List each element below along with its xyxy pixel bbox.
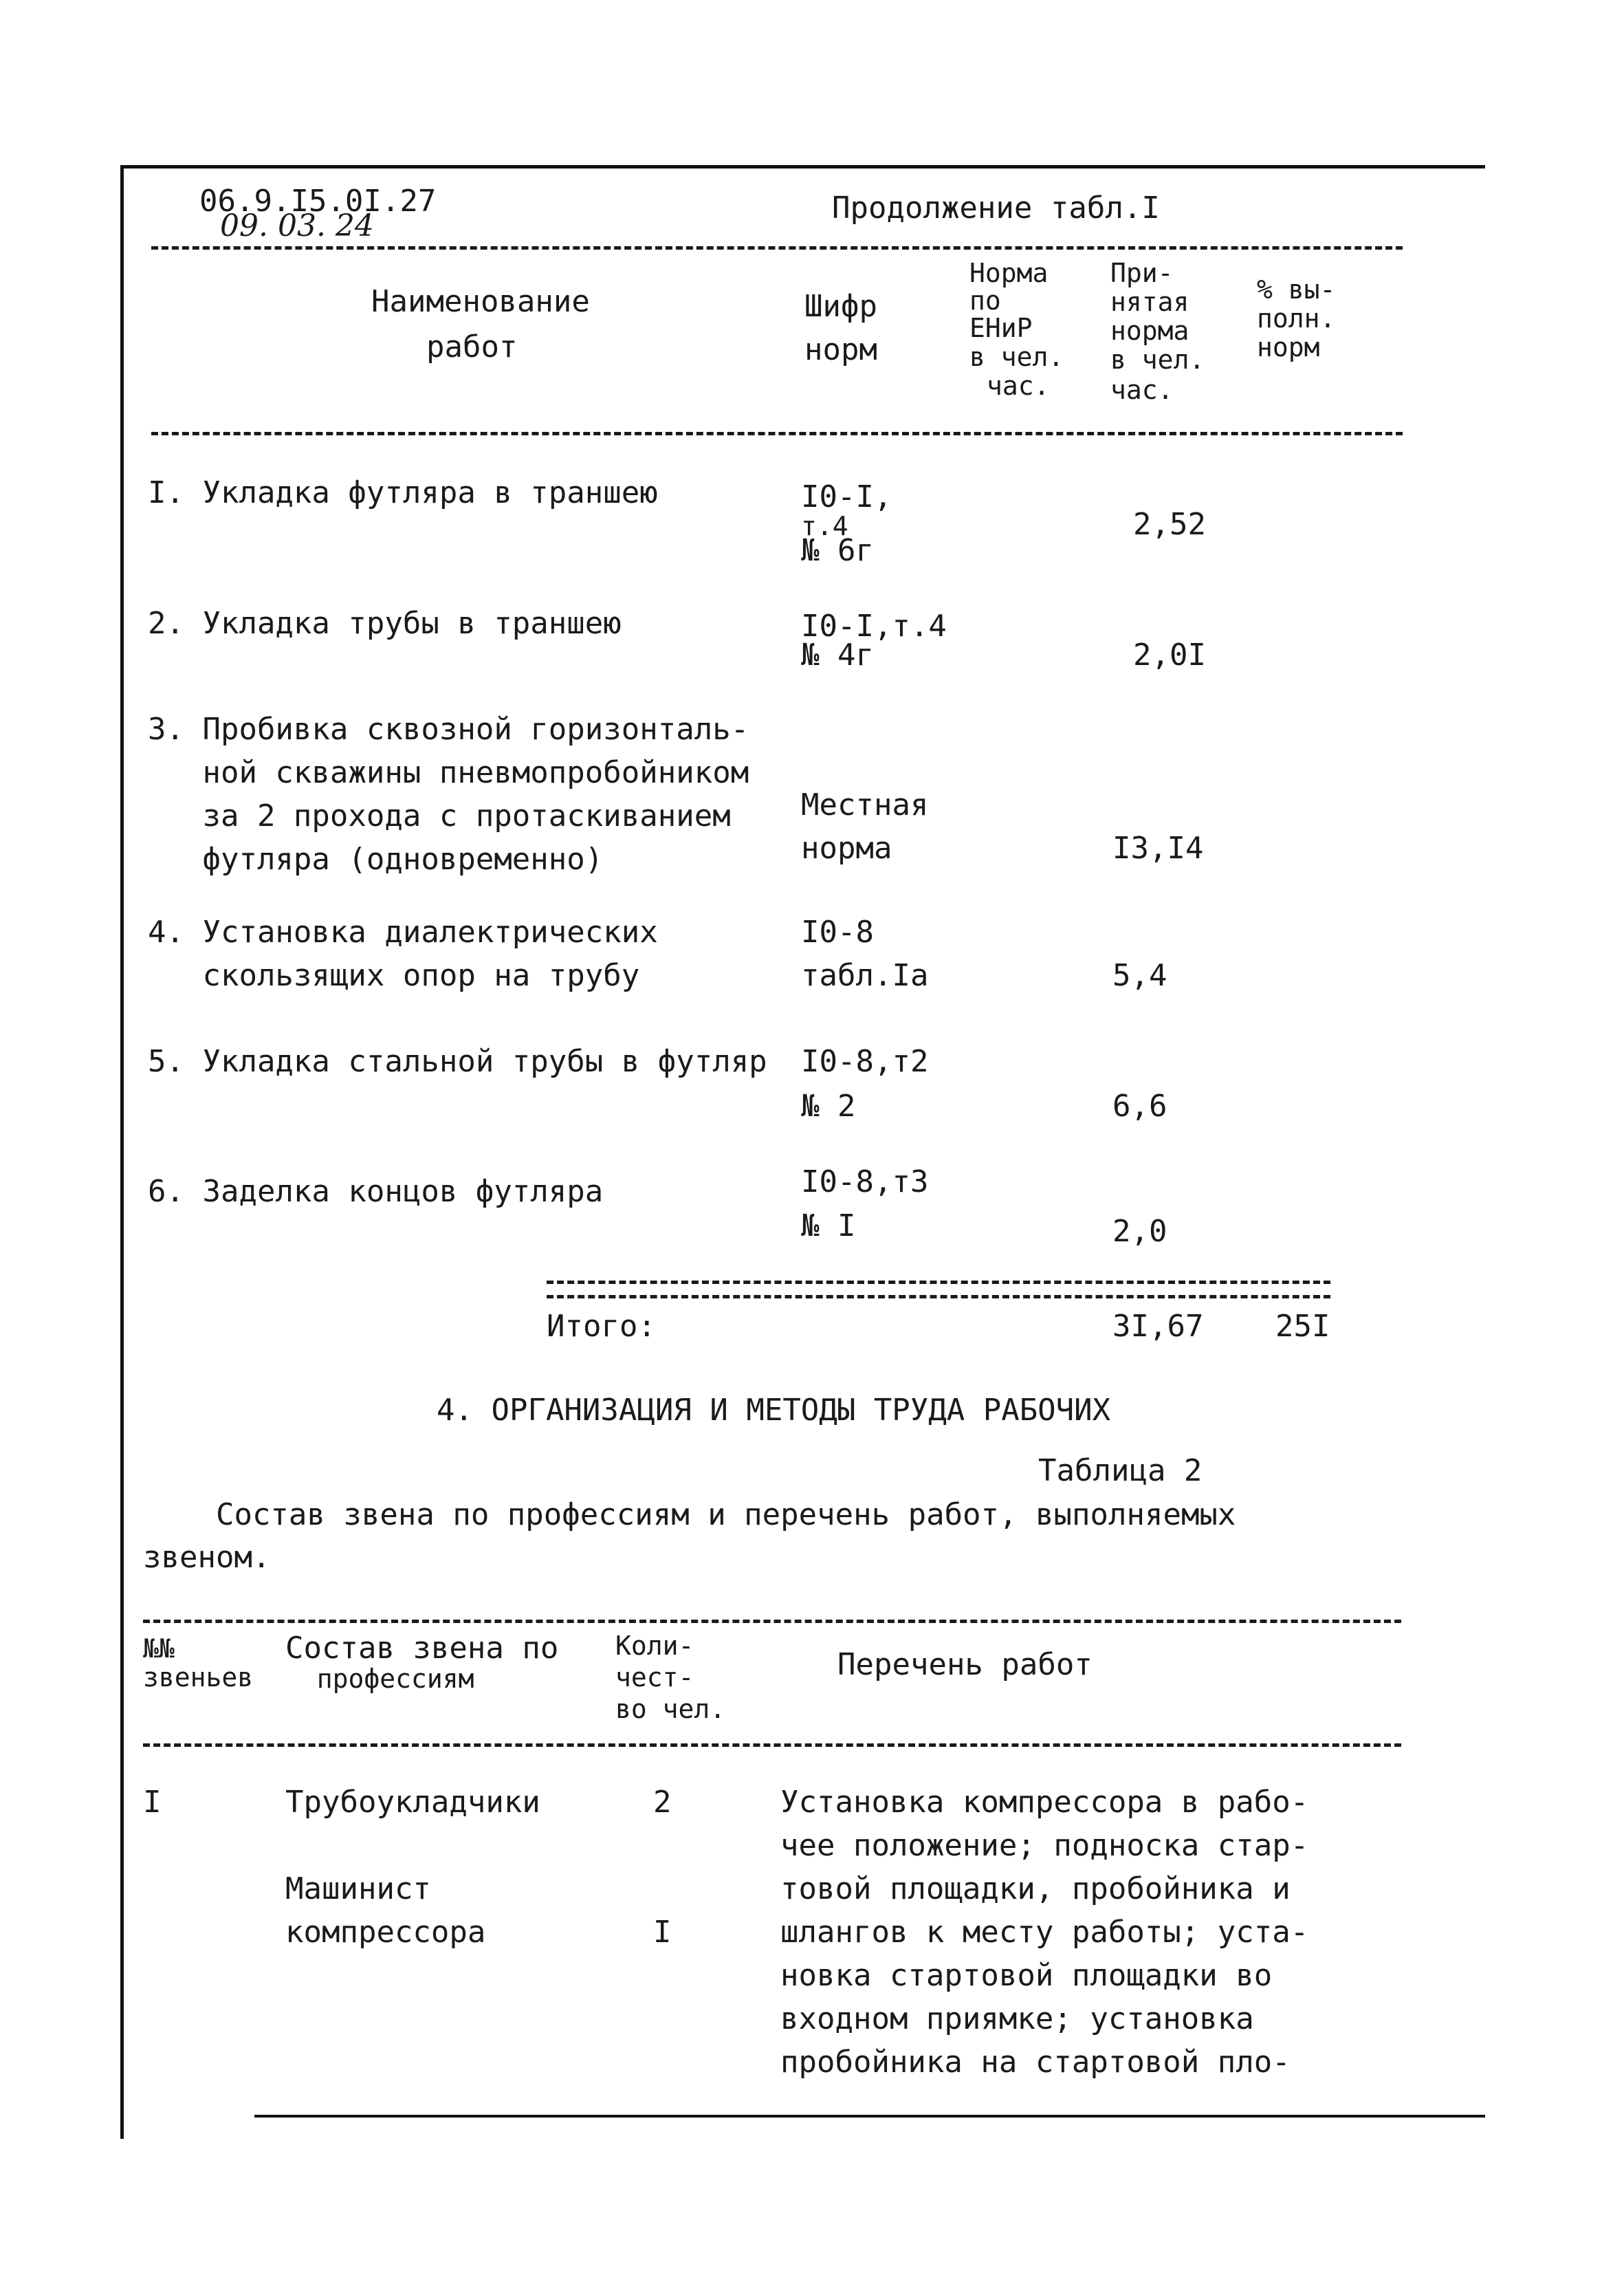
t2-works-5: новка стартовой площадки во: [780, 1958, 1273, 1993]
total-percent: 25I: [1275, 1309, 1330, 1344]
t2-header-count-1: Коли-: [615, 1631, 694, 1661]
t2-composition-4: компрессора: [285, 1915, 486, 1950]
t2-header-count-2: чест-: [615, 1662, 694, 1692]
bottom-border-rule: [254, 2115, 1485, 2118]
t2-row-num: I: [143, 1785, 162, 1820]
row6-code-1: I0-8,т3: [801, 1164, 929, 1199]
row1-code-1: I0-I,: [801, 479, 892, 514]
header-norm-4: в чел.: [969, 342, 1064, 372]
row2-code-1: I0-I,т.4: [801, 609, 947, 644]
row3-name-2: ной скважины пневмопробойником: [148, 755, 749, 790]
t2-count-4: I: [653, 1915, 672, 1950]
t2-works-6: входном приямке; установка: [780, 2001, 1254, 2036]
header-accepted-5: час.: [1110, 375, 1174, 405]
document-code: 06.9.I5.0I.27: [199, 184, 437, 219]
t2-header-num-2: звеньев: [143, 1662, 254, 1692]
row5-code-1: I0-8,т2: [801, 1044, 929, 1079]
header-divider: [151, 246, 1403, 250]
left-border-rule: [120, 165, 124, 2139]
table2-caption-2: звеном.: [143, 1540, 271, 1575]
header-accepted-3: норма: [1110, 316, 1189, 346]
header-percent-3: норм: [1257, 332, 1320, 362]
continuation-label: Продолжение табл.I: [832, 191, 1160, 226]
totals-divider-top: [547, 1281, 1330, 1284]
header-norm-5: час.: [987, 371, 1050, 401]
t2-composition-3: Машинист: [285, 1871, 431, 1906]
row1-name: I. Укладка футляра в траншею: [148, 475, 658, 510]
section-title: 4. ОРГАНИЗАЦИЯ И МЕТОДЫ ТРУДА РАБОЧИХ: [437, 1393, 1111, 1428]
row3-name-1: 3. Пробивка сквозной горизонталь-: [148, 712, 749, 747]
header-accepted-2: нятая: [1110, 287, 1189, 317]
row5-code-2: № 2: [801, 1089, 856, 1124]
t2-works-4: шлангов к месту работы; уста-: [780, 1915, 1309, 1950]
header-percent-2: полн.: [1257, 303, 1336, 334]
totals-divider-bottom: [547, 1295, 1330, 1298]
row6-name: 6. Заделка концов футляра: [148, 1174, 604, 1209]
row1-accepted: 2,52: [1133, 507, 1206, 542]
t2-header-num-1: №№: [143, 1633, 175, 1664]
t2-header-composition-2: профессиям: [285, 1664, 474, 1694]
header-name-1: Наименование: [371, 284, 590, 319]
table2-label: Таблица 2: [1038, 1453, 1203, 1488]
row4-code-1: I0-8: [801, 915, 874, 950]
row3-code-1: Местная: [801, 787, 929, 823]
table1-header-divider: [151, 432, 1403, 435]
t2-count-1: 2: [653, 1785, 672, 1820]
t2-works-2: чее положение; подноска стар-: [780, 1828, 1309, 1863]
header-name-2: работ: [426, 329, 518, 364]
row4-code-2: табл.Iа: [801, 958, 929, 993]
t2-works-7: пробойника на стартовой пло-: [780, 2045, 1291, 2080]
document-date: 09. 03. 24: [220, 208, 374, 243]
row3-name-3: за 2 прохода с протаскиванием: [148, 798, 731, 834]
row3-accepted: I3,I4: [1112, 831, 1204, 866]
row2-name: 2. Укладка трубы в траншею: [148, 606, 622, 641]
t2-works-1: Установка компрессора в рабо-: [780, 1785, 1309, 1820]
row2-code-2: № 4г: [801, 638, 874, 673]
row2-accepted: 2,0I: [1133, 638, 1206, 673]
row5-name: 5. Укладка стальной трубы в футляр: [148, 1044, 767, 1079]
row1-code-3: № 6г: [801, 533, 874, 568]
table2-header-divider: [143, 1743, 1401, 1747]
t2-header-works: Перечень работ: [837, 1647, 1093, 1682]
header-accepted-1: При-: [1110, 258, 1174, 288]
top-border-rule: [122, 165, 1485, 168]
row4-name-2: скользящих опор на трубу: [148, 958, 640, 993]
row6-accepted: 2,0: [1112, 1214, 1167, 1249]
row4-accepted: 5,4: [1112, 958, 1167, 993]
t2-header-composition-1: Состав звена по: [285, 1631, 559, 1666]
row5-accepted: 6,6: [1112, 1089, 1167, 1124]
t2-composition-1: Трубоукладчики: [285, 1785, 540, 1820]
header-norm-1: Норма: [969, 258, 1049, 288]
total-value: 3I,67: [1112, 1309, 1204, 1344]
header-norm-3: ЕНиР: [969, 313, 1033, 343]
header-code-2: норм: [804, 332, 877, 367]
row6-code-2: № I: [801, 1208, 856, 1243]
header-code-1: Шифр: [804, 289, 877, 324]
row1-code-2: т.4: [801, 511, 848, 541]
header-accepted-4: в чел.: [1110, 345, 1205, 375]
t2-header-count-3: во чел.: [615, 1694, 726, 1724]
header-norm-2: по: [969, 285, 1001, 316]
row3-code-2: норма: [801, 831, 892, 866]
table2-top-divider: [143, 1620, 1401, 1623]
table2-caption-1: Состав звена по профессиям и перечень работ, выполняемых: [143, 1497, 1236, 1532]
t2-works-3: товой площадки, пробойника и: [780, 1871, 1291, 1906]
total-label: Итого:: [547, 1309, 656, 1344]
row3-name-4: футляра (одновременно): [148, 842, 604, 877]
header-percent-1: % вы-: [1257, 274, 1336, 305]
row4-name-1: 4. Установка диалектрических: [148, 915, 658, 950]
